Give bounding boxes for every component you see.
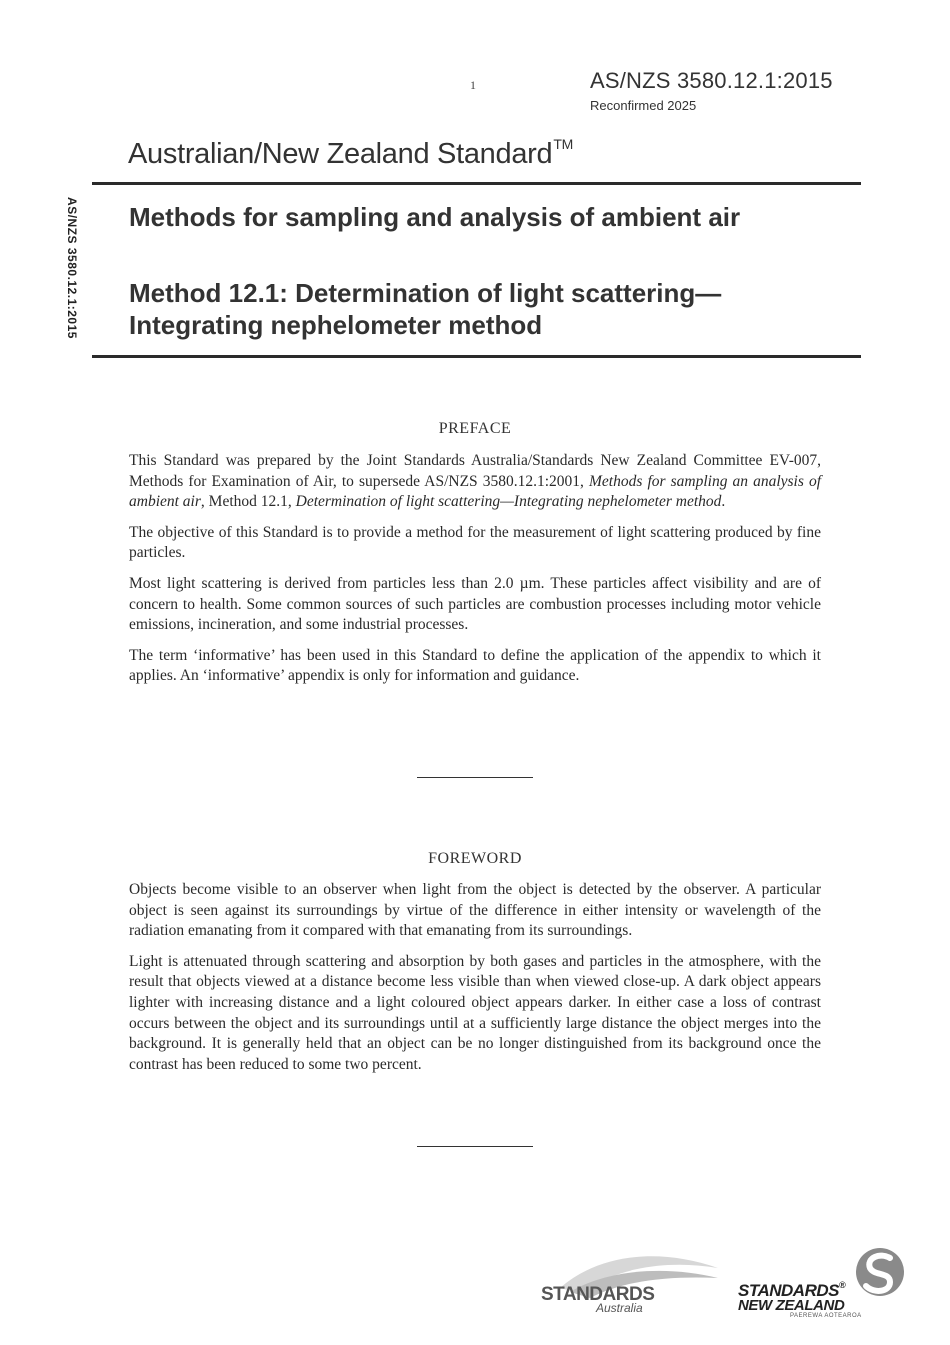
foreword-end-rule [417, 1146, 533, 1147]
foreword-paragraph-2: Light is attenuated through scattering and absorption by both gases and particles in the atmosphere, with the result that objects viewed at a distance become less visible than when viewed close-up. A dark object appears lighter with increasing distance and a light coloured object appears darker. In either case a loss of contrast occurs between the object and its surroundings until at a sufficiently large distance the object merges into the background. It is generally held that an object can be no longer distinguished from its background once the contrast has been reduced to some two percent. [129, 952, 821, 1073]
document-title: Methods for sampling and analysis of ambient air [129, 202, 741, 232]
page-number: 1 [470, 78, 476, 92]
series-title-text: Australian/New Zealand Standard [128, 138, 553, 170]
standards-australia-logo-name: STANDARDS [541, 1284, 655, 1305]
preface-heading: PREFACE [438, 420, 512, 437]
standard-number: AS/NZS 3580.12.1:2015 [590, 68, 833, 93]
preface-paragraph-2: The objective of this Standard is to provide a method for the measurement of light scattering produced by fine particles. [129, 523, 821, 562]
snz-name-text: STANDARDS [738, 1281, 839, 1300]
trademark-symbol: TM [553, 136, 573, 152]
preface-p1-cited-title: Methods for sampling an analysis of ambient air [129, 472, 821, 511]
standards-australia-logo-sub: Australia [596, 1301, 643, 1315]
bottom-title-rule [92, 355, 861, 358]
method-title [129, 277, 849, 341]
foreword-heading: FOREWORD [428, 850, 522, 867]
preface-p1-text-a: This Standard was prepared by the Joint Standards Australia/Standards New Zealand Committee EV-007, Methods for Examination of Air, to supersede AS/NZS 3580.12.1:2001, [129, 452, 821, 490]
preface-body [129, 451, 821, 697]
foreword-paragraph-1: Objects become visible to an observer when light from the object is detected by the observer. A particular object is seen against its surroundings by virtue of the difference in either intensity or wavelength of the radiation emanating from it compared with that emanating from its surroundings. [129, 881, 821, 940]
preface-paragraph-1 [129, 451, 821, 513]
standards-new-zealand-logo-sub: NEW ZEALAND [738, 1297, 845, 1314]
method-title-line2: Integrating nephelometer method [129, 310, 543, 340]
method-title-line1: Method 12.1: Determination of light scattering— [129, 278, 722, 308]
preface-paragraph-4: The term ‘informative’ has been used in this Standard to define the application of the appendix to which it applies. An ‘informative’ appendix is only for information and guidance. [129, 646, 821, 685]
side-standard-label: AS/NZS 3580.12.1:2015 [65, 197, 79, 339]
preface-end-rule [417, 777, 533, 778]
reconfirmed-label: Reconfirmed 2025 [590, 98, 697, 113]
standards-new-zealand-maori-name: PAEREWA AOTEAROA [790, 1313, 862, 1319]
preface-paragraph-3: Most light scattering is derived from particles less than 2.0 µm. These particles affect visibility and are of concern to health. Some common sources of such particles are combustion processes including motor vehicle emissions, incineration, and some industrial processes. [129, 574, 821, 634]
top-rule [92, 182, 861, 185]
preface-p1-text-c: . [721, 493, 726, 511]
preface-p1-text-b: , Method 12.1, [200, 493, 296, 511]
snz-registered-mark: ® [838, 1280, 846, 1290]
preface-p1-cited-method: Determination of light scattering—Integrating nephelometer method [295, 493, 722, 511]
standards-new-zealand-mark-icon [852, 1244, 904, 1304]
foreword-body [129, 880, 821, 1085]
series-title [128, 136, 573, 171]
